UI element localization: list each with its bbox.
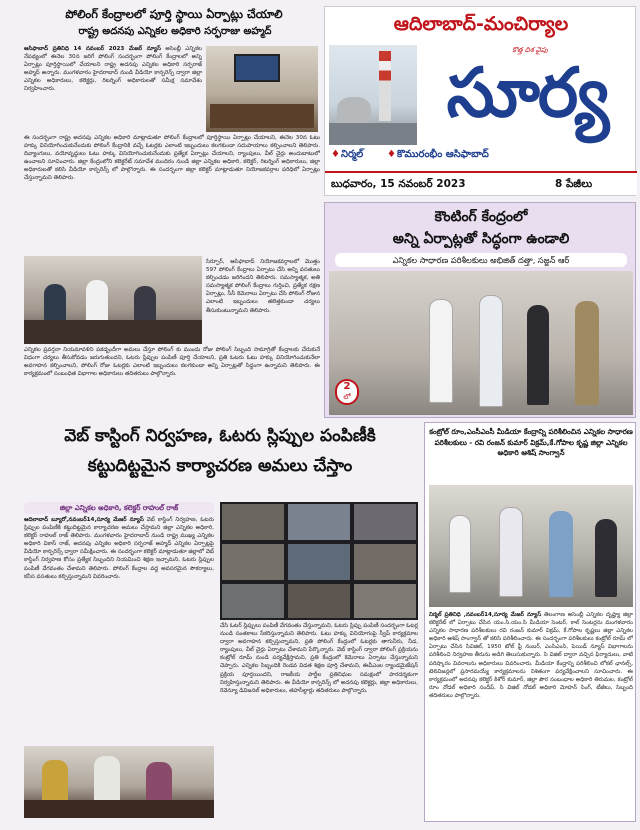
story-3-headline-1: వెబ్ కాస్టింగ్ నిర్వహణ, ఓటరు స్లిప్పుల పంపిణీకి [64, 426, 376, 446]
control-room-photo [429, 485, 633, 607]
story-1-dateline: ఆసిఫాబాద్ ప్రతినిధి 14 నవంబర్ 2023 మేజర్ న్యూస్ [24, 46, 161, 52]
video-tile-9 [354, 584, 416, 618]
story-1-lead [24, 45, 202, 133]
observer-2 [499, 507, 523, 597]
official-1 [429, 299, 453, 403]
page-ref-number: 2 [343, 381, 351, 392]
video-tile-6 [354, 544, 416, 580]
story-3-headline-2: కట్టుదిట్టమైన కార్యాచరణ అమలు చేస్తాం [87, 456, 353, 476]
meeting-table [24, 320, 202, 344]
page-count: 8 పేజీలు [555, 178, 593, 190]
story-1-headline-1: పోలింగ్ కేంద్రాలలో పూర్తి స్థాయి ఏర్పాట్లు చేయాలి [65, 7, 283, 21]
official-2 [479, 295, 503, 407]
police-officer [575, 301, 599, 405]
story-2 [324, 202, 636, 418]
power-plant-image [329, 45, 417, 145]
official-3 [527, 305, 549, 405]
observer-1 [449, 515, 471, 593]
diamond-icon-2: ♦ [387, 149, 396, 160]
conference-table [210, 104, 314, 128]
page-ref-word: లో [343, 393, 351, 401]
story-1-body-1: అసెంబ్లీ ఎన్నికల నేపథ్యంలో ఈనెల 30న జరిగే పోలింగ్ సందర్భంగా పోలింగ్ కేంద్రాలలో అన్ని ఏర్పాట్లు పూర్తిస్థాయిలో చేయాలని రాష్ట్ర అదనపు ఎన్నికల అధికారి సర్ఫరాజ్ అహ్మద్ అన్నారు. మంగళవారం హైదరాబాద్ నుండి వీడియో కాన్ఫరెన్స్ ద్వారా జిల్లా ఎన్నికల అధికారులు, కలెక్టర్లు, రిటర్నింగ్ అధికారులతో సమీక్ష సమావేశం నిర్వహించారు. [24, 46, 202, 93]
official-purple [146, 762, 172, 802]
video-conference-photo [206, 46, 318, 132]
story-4-body: తెలంగాణ అసెంబ్లీ ఎన్నికల దృష్ట్యా జిల్లా కలెక్టరేట్ లో ఏర్పాటు చేసిన యం.సి.యం.సి మీడియా సెంటర్, కాల్ సెంటర్లను మంగళవారం ఎన్నికల సాధారణ పరిశీలకులు రవి రంజన్ కుమార్ విక్రమ్, కే.గోపాల కృష్ణలు జిల్లా ఎన్నికల అధికారి ఆశిష్ సాంగ్వాన్ తో కలిసి పరిశీలించారు. ఈ సందర్భంగా పరిశీలకులు కంట్రోల్ రూమ్ లో ఏర్పాటు చేసిన సివిజిల్, 1950 టోల్ ఫ్రీ నంబర్, ఎంసిఎంసి, పెయిడ్ న్యూస్ విభాగాలను పరిశీలించి నిర్వహణ తీరును అడిగి తెలుసుకున్నారు. సి విజిల్ ద్వారా వచ్చిన ఫిర్యాదులు, వాటి పరిష్కారం వివరాలను అధికారులు వివరించారు. మీడియా కేంద్రాన్ని పరిశీలించి లోకల్ ఛానల్స్, టెలివిజన్లలో ప్రసారమయ్యే కార్యక్రమాలను నిశితంగా పర్యవేక్షించాలని సూచించారు. ఈ కార్యక్రమంలో అదనపు కలెక్టర్ కిశోర్ కుమార్, జిల్లా పౌర సంబంధాల అధికారి తిరుమల, కంట్రోల్ రూం నోడల్ అధికారి సందీప్, సి విజిల్ నోడల్ అధికారి మోహన్ సింగ్, టీజీలు, సిబ్బంది తదితరులు పాల్గొన్నారు. [429, 612, 633, 699]
masthead-tagline: కొత్త దిశ వైపు [512, 46, 548, 54]
story-2-subhead: ఎన్నికల సాధారణ పరిశీలకులు అభిజిత్ దత్తా, సజ్జన్ ఆర్ [335, 253, 627, 267]
plant-building [329, 123, 417, 145]
chimney [379, 51, 391, 121]
story-1-body-2: ఈ సందర్భంగా రాష్ట్ర అదనపు ఎన్నికల అధికారి మాట్లాడుతూ పోలింగ్ కేంద్రాలలో పూర్తిస్థాయి ఏర్పాట్లు చేయాలని, ఈనెల 30న ఓటు హక్కు వినియోగించుకునేందుకు పోలింగ్ కేంద్రానికి వచ్చే ఓటర్లకు ఎలాంటి ఇబ్బందులు కలగకుండా సదుపాయాలు కల్పించాలని తెలిపారు. దివ్యాంగులు, వయోవృద్ధులు ఓటు హక్కు వినియోగించుకునేందుకు ప్రత్యేక ఏర్పాట్లు చేయాలని, ర్యాంపులు, వీల్ చైర్లు అందుబాటులో ఉంచాలని సూచించారు. జిల్లా కేంద్రంలోని కలెక్టరేట్ సమావేశ మందిరం నుండి జిల్లా ఎన్నికల అధికారి, కలెక్టర్, రిటర్నింగ్ అధికారులు, జిల్లా అధికారులతో కలిసి వీడియో కాన్ఫరెన్స్ లో పాల్గొన్నారు. ఈ సందర్భంగా జిల్లా కలెక్టర్ మాట్లాడుతూ నియోజకవర్గాల పరిధిలో ఏర్పాట్లు చేస్తున్నామని తెలిపారు. [24, 135, 320, 182]
video-tile-7 [222, 584, 284, 618]
story-3-lead [24, 516, 214, 742]
review-table [24, 800, 214, 818]
story-1 [20, 6, 320, 418]
video-tile-8 [288, 584, 350, 618]
story-1-body-4: ఎన్నికల ప్రవర్తనా నియమావళిని పకడ్బందీగా అమలు చేస్తూ పోలింగ్ కు ముందు రోజు పోలింగ్ సిబ్బంది సామాగ్రితో కేంద్రాలకు చేరుకునే విధంగా చర్యలు తీసుకోవడం జరుగుతుందని, ఓటరు స్లిప్పుల పంపిణీ పూర్తి చేయాలని, ప్రతి ఓటరు ఓటు హక్కు వినియోగించుకునేలా అవగాహన కల్పించాలని, పోలింగ్ రోజు ఓటర్లకు ఎలాంటి ఇబ్బందులు కలగకుండా అన్ని ఏర్పాట్లతో సిద్ధంగా ఉన్నామని తెలిపారు. ఈ కార్యక్రమంలో సంబంధిత విభాగాల అధికారులు తదితరులు పాల్గొన్నారు. [24, 347, 320, 378]
conference-screen [234, 54, 280, 82]
story-2-headline-1: కౌంటింగ్ కేంద్రంలో [434, 209, 528, 225]
official-saree [42, 760, 68, 802]
video-tile-5 [288, 544, 350, 580]
issue-date: బుధవారం, 15 నవంబర్ 2023 [331, 178, 466, 190]
district-strip [329, 147, 633, 163]
district-1: నిర్మల్ [341, 149, 364, 160]
masthead-logo: సూర్య [446, 54, 608, 133]
district-2: కొమురంభీం ఆసిఫాబాద్ [397, 149, 489, 160]
story-1-headline-2: రాష్ట్ర అదనపు ఎన్నికల అధికారి సర్ఫరాజు అహ్మద్ [78, 26, 272, 37]
video-tile-1 [222, 504, 284, 540]
video-tile-2 [288, 504, 350, 540]
story-4-headline: కంట్రోల్ రూం,ఎంసీఎంసీ మీడియా కేంద్రాన్ని పరిశీలించిన ఎన్నికల సాధారణ పరిశీలకులు - రవి రంజన్ కుమార్ విక్రమ్,కే.గోపాల కృష్ణ జిల్లా ఎన్నికల అధికారి ఆశిష్ సాంగ్వాన్ [429, 427, 633, 457]
video-tile-4 [222, 544, 284, 580]
story-1-body-3: సిర్పూర్, ఆసిఫాబాద్ నియోజకవర్గాలలో మొత్తం 597 పోలింగ్ కేంద్రాలు ఏర్పాటు చేసి అన్ని వసతులు కల్పించడం జరిగిందని తెలిపారు. సమస్యాత్మక, అతి సమస్యాత్మక పోలింగ్ కేంద్రాలు గుర్తించి, ప్రత్యేక రక్షణ ఏర్పాట్లు, సీసీ కెమెరాలు ఏర్పాటు చేసి పోలింగ్ రోజున ఎలాంటి ఇబ్బందులు తలెత్తకుండా చర్యలు తీసుకుంటున్నామని తెలిపారు. [206, 259, 320, 314]
story-4 [424, 422, 636, 822]
video-grid-photo [220, 502, 418, 620]
masthead [324, 6, 636, 196]
observer-4 [595, 519, 617, 597]
story-2-headline-2: అన్ని ఏర్పాట్లతో సిద్ధంగా ఉండాలి [392, 231, 570, 247]
page-ref-badge [335, 379, 359, 405]
story-3-subhead: జిల్లా ఎన్నికల అధికారి, కలెక్టర్ రాహుల్ రాజ్ [24, 502, 214, 514]
date-strip [325, 171, 637, 195]
diamond-icon: ♦ [331, 149, 340, 160]
collector-meeting-photo [24, 256, 202, 344]
edition-title: ఆదిలాబాద్-మంచిర్యాల [393, 13, 569, 35]
officials-review-photo [24, 746, 214, 818]
video-tile-3 [354, 504, 416, 540]
person-1 [44, 284, 66, 324]
story-3-body-2: చేసి ఓటర్ స్లిప్పులు పంపిణీ వేగవంతం చేస్తున్నామని, ఓటరు స్లిప్పు పంపిణీ సందర్భంగా ఓటర్ల నుండి సంతకాలు సేకరిస్తున్నామని తెలిపారు. ఓటు హక్కు వినియోగంపై స్వీప్ కార్యక్రమాల ద్వారా అవగాహన కల్పిస్తున్నామని, ప్రతి పోలింగ్ కేంద్రంలో ఓటర్లకు తాగునీరు, నీడ, ర్యాంపులు, వీల్ చైర్లు ఏర్పాటు చేశామని పేర్కొన్నారు. వెబ్ కాస్టింగ్ ద్వారా పోలింగ్ ప్రక్రియను కంట్రోల్ రూమ్ నుండి పర్యవేక్షిస్తామని, ప్రతి కేంద్రంలో కెమెరాలు ఏర్పాటు చేస్తున్నామని చెప్పారు. ఎన్నికల సిబ్బందికి రెండవ విడత శిక్షణ పూర్తి చేశామని, ఈవీఎంల ర్యాండమైజేషన్ ప్రక్రియ పూర్తయిందని, రాజకీయ పార్టీల ప్రతినిధుల సమక్షంలో పారదర్శకంగా నిర్వహిస్తున్నామని తెలిపారు. ఈ వీడియో కాన్ఫరెన్స్ లో అదనపు కలెక్టర్లు, జిల్లా అధికారులు, రెవెన్యూ డివిజనల్ అధికారులు, తహసీల్దార్లు తదితరులు పాల్గొన్నారు. [220, 623, 418, 694]
story-4-text [429, 611, 633, 819]
story-3 [20, 422, 420, 822]
official-white-shirt [94, 756, 120, 802]
counting-centre-photo [329, 271, 633, 415]
observer-3 [549, 511, 573, 597]
person-2 [86, 280, 108, 324]
story-3-body-1: వెబ్ కాస్టింగ్ నిర్వహణ, ఓటరు స్లిప్పుల పంపిణీకి కట్టుదిట్టమైన కార్యాచరణ అమలు చేస్తామని జిల్లా ఎన్నికల అధికారి, కలెక్టర్ రాహుల్ రాజ్ తెలిపారు. మంగళవారం హైదరాబాద్ నుండి రాష్ట్ర ముఖ్య ఎన్నికల అధికారి వికాస్ రాజ్, అదనపు ఎన్నికల అధికారి సర్ఫరాజ్ అహ్మద్ ఎన్నికల ఏర్పాట్లపై వీడియో కాన్ఫరెన్స్ ద్వారా సమీక్షించారు. ఈ సందర్భంగా కలెక్టర్ మాట్లాడుతూ జిల్లాలో వెబ్ కాస్టింగ్ నిర్వహణ కోసం ప్రత్యేక సిబ్బందిని నియమించి శిక్షణ ఇచ్చామని, ఓటరు స్లిప్పుల పంపిణీ వేగవంతం చేశామని తెలిపారు. పోలింగ్ కేంద్రాల వద్ద అవసరమైన సౌకర్యాలు, కనీస వసతులు కల్పిస్తున్నామని వివరించారు. [24, 517, 214, 580]
story-4-dateline: నిర్మల్ ప్రతినిధి ,నవంబర్14,సూర్య మేజర్ న్యూస్ [429, 612, 542, 618]
story-3-dateline: ఆదిలాబాద్ బ్యూరో,నవంబర్14,సూర్య మేజర్ న్యూస్ [24, 517, 144, 523]
